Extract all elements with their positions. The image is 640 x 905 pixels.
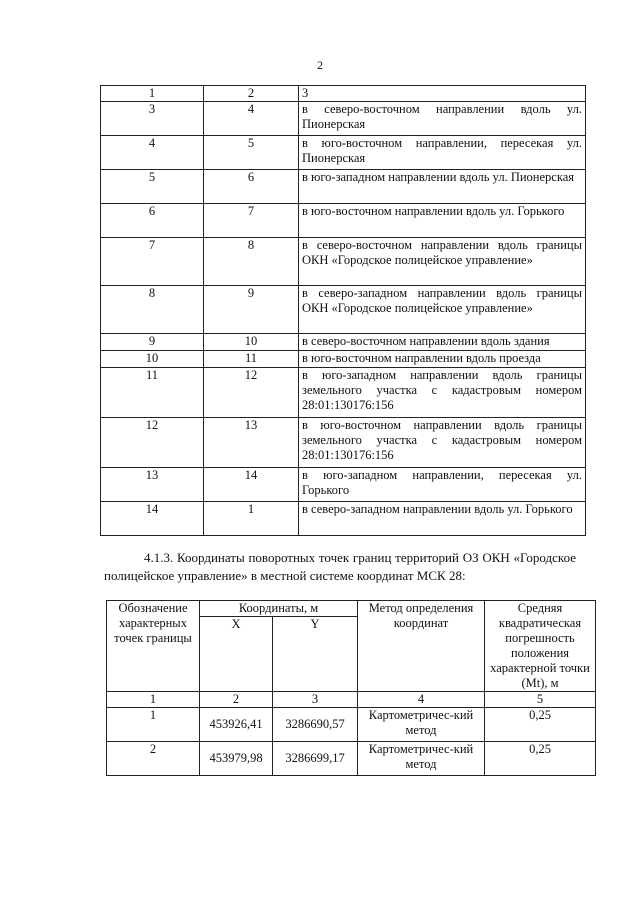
table-row [101, 334, 586, 351]
column-number: 2 [200, 692, 273, 708]
table-row [101, 102, 586, 136]
table-row [101, 468, 586, 502]
error-value: 0,25 [485, 742, 596, 776]
to-point: 12 [204, 368, 299, 418]
to-point: 6 [204, 170, 299, 204]
from-point: 11 [101, 368, 204, 418]
column-number: 2 [204, 86, 299, 102]
direction-description: в северо-восточном направлении вдоль границы ОКН «Городское полицейское управление» [299, 238, 586, 286]
method-header: Метод определения координат [358, 601, 485, 692]
from-point: 9 [101, 334, 204, 351]
from-point: 14 [101, 502, 204, 536]
error-header: Средняя квадратическая погрешность положения характерной точки (Mt), м [485, 601, 596, 692]
to-point: 8 [204, 238, 299, 286]
to-point: 4 [204, 102, 299, 136]
table-row [101, 502, 586, 536]
direction-description: в юго-западном направлении, пересекая ул. Горького [299, 468, 586, 502]
from-point: 10 [101, 351, 204, 368]
column-number: 4 [358, 692, 485, 708]
direction-description: в юго-восточном направлении вдоль границы земельного участка с кадастровым номером 28:01:130176:156 [299, 418, 586, 468]
direction-description: в северо-западном направлении вдоль ул. Горького [299, 502, 586, 536]
section-paragraph: 4.1.3. Координаты поворотных точек границ территорий ОЗ ОКН «Городское полицейское управление» в местной системе координат МСК 28: [104, 550, 576, 583]
direction-description: в северо-западном направлении вдоль границы ОКН «Городское полицейское управление» [299, 286, 586, 334]
to-point: 13 [204, 418, 299, 468]
table-row [101, 238, 586, 286]
designation-header: Обозначение характерных точек границы [107, 601, 200, 692]
from-point: 4 [101, 136, 204, 170]
direction-description: в северо-восточном направлении вдоль ул. Пионерская [299, 102, 586, 136]
column-number: 1 [101, 86, 204, 102]
method-value: Картометричес-кий метод [358, 742, 485, 776]
x-coordinate: 453926,41 [200, 708, 273, 742]
error-value: 0,25 [485, 708, 596, 742]
to-point: 11 [204, 351, 299, 368]
table-row [101, 286, 586, 334]
to-point: 7 [204, 204, 299, 238]
x-coordinate: 453979,98 [200, 742, 273, 776]
from-point: 7 [101, 238, 204, 286]
direction-description: в юго-западном направлении вдоль границы земельного участка с кадастровым номером 28:01:130176:156 [299, 368, 586, 418]
point-number: 2 [107, 742, 200, 776]
direction-description: в юго-западном направлении вдоль ул. Пионерская [299, 170, 586, 204]
page-number: 2 [317, 58, 323, 72]
column-number: 3 [299, 86, 586, 102]
table-header-row [107, 601, 596, 617]
column-number: 5 [485, 692, 596, 708]
direction-description: в северо-восточном направлении вдоль здания [299, 334, 586, 351]
direction-description: в юго-восточном направлении вдоль ул. Горького [299, 204, 586, 238]
from-point: 3 [101, 102, 204, 136]
table-row [101, 136, 586, 170]
table-row [101, 204, 586, 238]
to-point: 14 [204, 468, 299, 502]
x-header: X [200, 617, 273, 692]
y-coordinate: 3286690,57 [273, 708, 358, 742]
from-point: 12 [101, 418, 204, 468]
to-point: 5 [204, 136, 299, 170]
coordinates-header: Координаты, м [200, 601, 358, 617]
from-point: 5 [101, 170, 204, 204]
boundary-description-table [100, 85, 586, 536]
y-coordinate: 3286699,17 [273, 742, 358, 776]
table-row [107, 742, 596, 776]
column-numbers-row [107, 692, 596, 708]
direction-description: в юго-восточном направлении, пересекая ул. Пионерская [299, 136, 586, 170]
direction-description: в юго-восточном направлении вдоль проезда [299, 351, 586, 368]
to-point: 9 [204, 286, 299, 334]
to-point: 10 [204, 334, 299, 351]
table-header-row [101, 86, 586, 102]
table-row [101, 170, 586, 204]
table-row [101, 368, 586, 418]
from-point: 8 [101, 286, 204, 334]
point-number: 1 [107, 708, 200, 742]
method-value: Картометричес-кий метод [358, 708, 485, 742]
coordinates-table [106, 600, 596, 776]
table-row [101, 351, 586, 368]
from-point: 13 [101, 468, 204, 502]
column-number: 1 [107, 692, 200, 708]
to-point: 1 [204, 502, 299, 536]
table-row [101, 418, 586, 468]
column-number: 3 [273, 692, 358, 708]
table-row [107, 708, 596, 742]
from-point: 6 [101, 204, 204, 238]
y-header: Y [273, 617, 358, 692]
